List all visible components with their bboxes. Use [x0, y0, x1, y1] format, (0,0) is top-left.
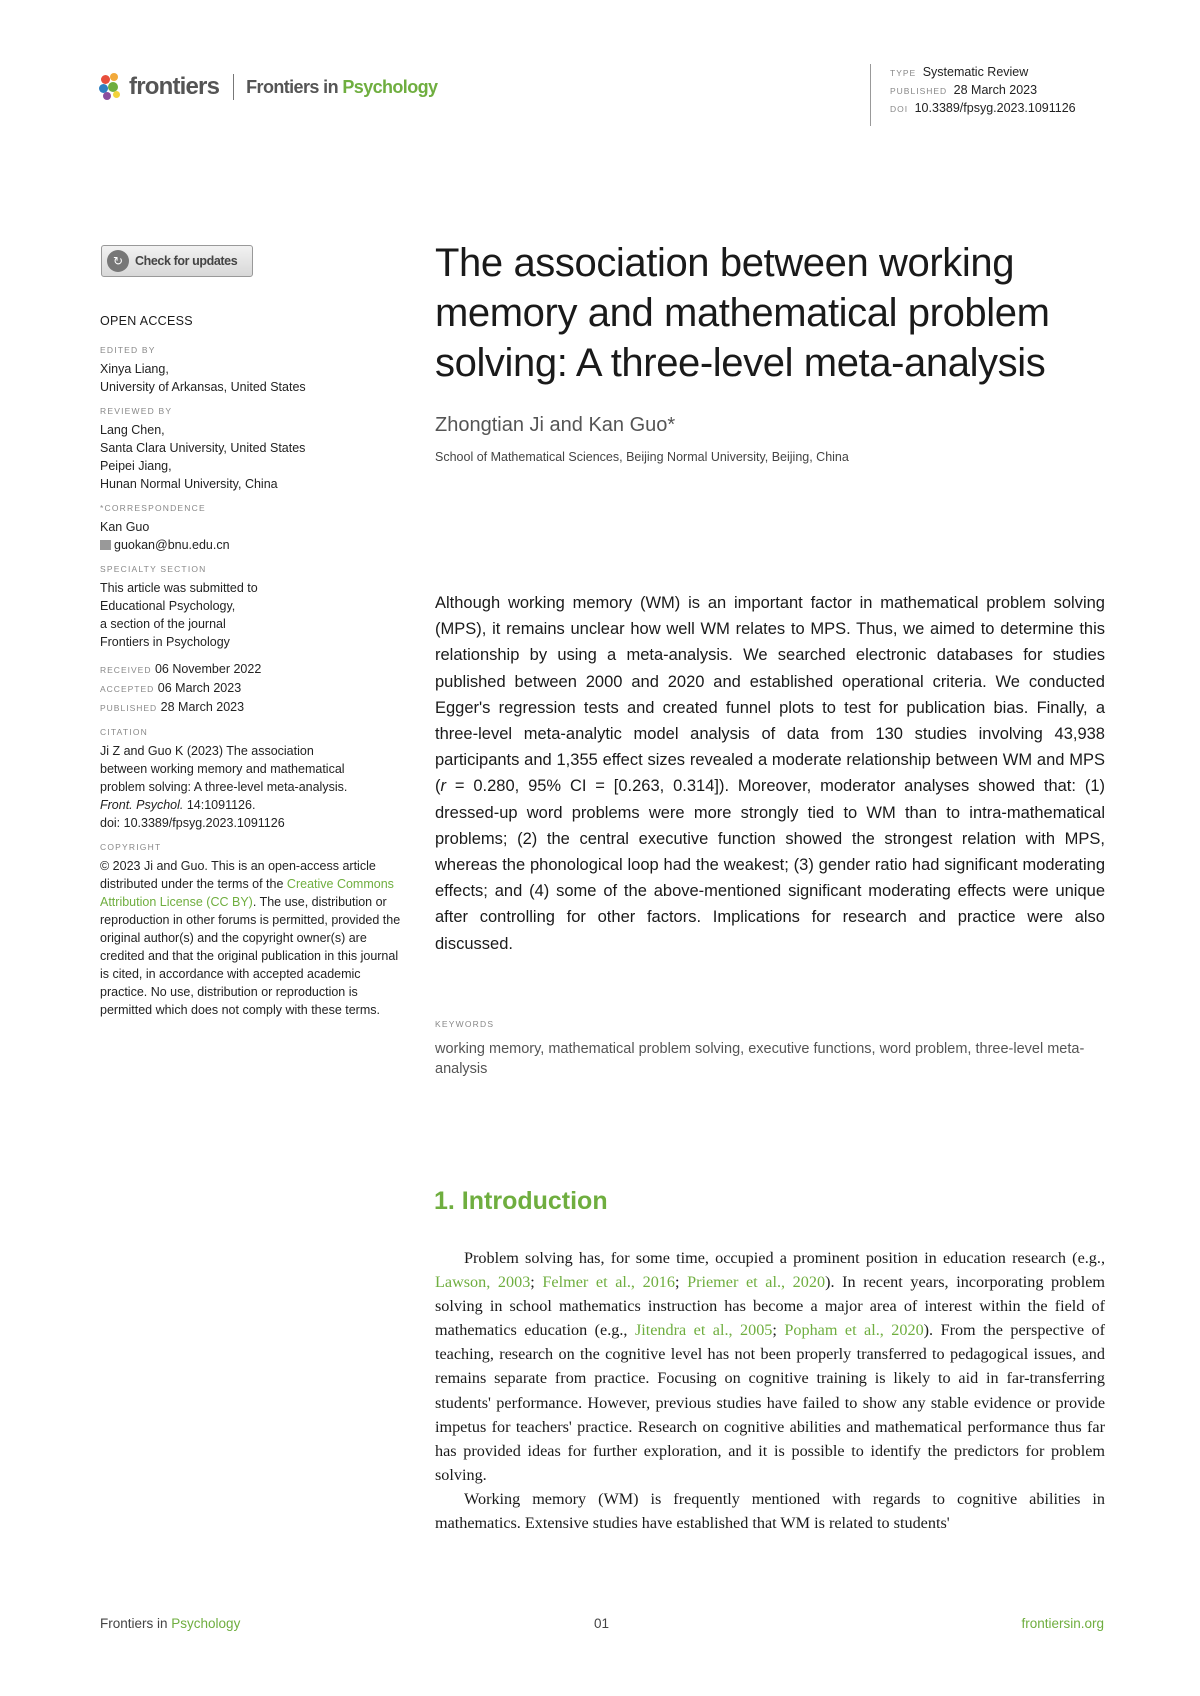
edited-by: EDITED BY Xinya Liang, University of Arkansas, United States — [100, 345, 306, 394]
refresh-icon: ↻ — [107, 250, 129, 272]
logo-text: frontiers — [129, 73, 220, 100]
date-received: RECEIVED 06 November 2022 — [100, 662, 262, 676]
citation-link[interactable]: Popham et al., 2020 — [784, 1321, 924, 1340]
meta-doi[interactable]: DOI 10.3389/fpsyg.2023.1091126 — [890, 101, 1076, 115]
citation-link[interactable]: Jitendra et al., 2005 — [634, 1321, 773, 1340]
article-title: The association between working memory and mathematical problem solving: A three-level meta-analysis — [435, 241, 1050, 385]
correspondence-email[interactable]: guokan@bnu.edu.cn — [100, 536, 410, 554]
sidebar — [100, 314, 410, 1028]
paragraph: Working memory (WM) is frequently mentioned with regards to cognitive abilities in mathematics. Extensive studies have established that WM is related to students' — [435, 1489, 1105, 1533]
open-access-label: OPEN ACCESS — [100, 314, 193, 328]
correspondence: *CORRESPONDENCE Kan Guo guokan@bnu.edu.cn — [100, 502, 410, 554]
citation-link[interactable]: Lawson, 2003 — [435, 1273, 531, 1292]
frontiers-logo[interactable] — [99, 71, 437, 103]
footer-website-link[interactable]: frontiersin.org — [1021, 1616, 1104, 1631]
frontiers-logo-icon — [99, 73, 125, 101]
mail-icon — [100, 540, 111, 550]
introduction-body — [435, 1246, 1105, 1535]
date-accepted: ACCEPTED 06 March 2023 — [100, 681, 242, 695]
keywords-label: KEYWORDS — [435, 1019, 495, 1029]
check-for-updates-label: Check for updates — [135, 254, 238, 268]
section-heading-introduction: 1. Introduction — [434, 1187, 608, 1215]
meta-published: PUBLISHED 28 March 2023 — [890, 83, 1038, 97]
reviewed-by: REVIEWED BY Lang Chen, Santa Clara University, United States Peipei Jiang, Hunan Normal University, China — [100, 406, 306, 491]
journal-subject: Psychology — [342, 76, 438, 97]
dates — [100, 660, 410, 717]
abstract: Although working memory (WM) is an important factor in mathematical problem solving (MPS), it remains unclear how well WM relates to MPS. Thus, we aimed to determine this relationship by using a meta-analysis. We searched electronic databases for studies published between 2000 and 2020 and established operational criteria. We conducted Egger's regression tests and created funnel plots to test for publication bias. Finally, a three-level meta-analytic model analysis of data from 130 studies involving 43,938 participants and 1,355 effect sizes revealed a moderate relationship between WM and MPS (r = 0.280, 95% CI = [0.263, 0.314]). Moreover, moderator analyses showed that: (1) dressed-up word problems were more strongly tied to WM than to intra-mathematical problems; (2) the central executive function showed the strongest relation with MPS, whereas the phonological loop had the weakest; (3) gender ratio had significant moderating effects; and (4) some of the above-mentioned significant moderating effects were unique after controlling for other factors. Implications for research and practice were also discussed. — [435, 594, 1105, 953]
citation-link[interactable]: Priemer et al., 2020 — [687, 1273, 826, 1292]
article-affiliation: School of Mathematical Sciences, Beijing Normal University, Beijing, China — [435, 450, 849, 464]
date-published: PUBLISHED 28 March 2023 — [100, 700, 245, 714]
journal-prefix: Frontiers in — [246, 76, 343, 97]
citation: CITATION Ji Z and Guo K (2023) The association between working memory and mathematical problem solving: A three-level meta-analysis. Front. Psychol. 14:1091126. doi: 10.3389/fpsyg.2023.1091126 — [100, 726, 410, 832]
journal-name — [246, 77, 437, 98]
citation-link[interactable]: Felmer et al., 2016 — [542, 1273, 675, 1292]
specialty-section: SPECIALTY SECTION This article was submitted to Educational Psychology, a section of the journal Frontiers in Psychology — [100, 564, 258, 649]
article-header — [435, 238, 1105, 464]
article-authors: Zhongtian Ji and Kan Guo* — [435, 414, 676, 436]
check-for-updates-button[interactable] — [101, 245, 253, 277]
copyright: COPYRIGHT © 2023 Ji and Guo. This is an open-access article distributed under the terms of the Creative Commons Attribution License (CC BY). The use, distribution or reproduction in other forums is permitted, provided the original author(s) and the copyright owner(s) are credited and that the original publication in this journal is cited, in accordance with accepted academic practice. No use, distribution or reproduction is permitted which does not comply with these terms. — [100, 842, 401, 1017]
paragraph: Problem solving has, for some time, occupied a prominent position in education research (e.g., Lawson, 2003; Felmer et al., 2016; Priemer et al., 2020). In recent years, incorporating problem solving in school mathematics instruction has become a major area of interest within the field of mathematics education (e.g., Jitendra et al., 2005; Popham et al., 2020). From the perspective of teaching, research on the cognitive level has not been properly transferred to pedagogical issues, and remains separate from practice. Focusing on cognitive training is likely to aid in far-transferring students' performance. However, previous studies have failed to show any stable evidence or provide impetus for teachers' practice. Research on cognitive abilities and mathematical performance thus far has provided ideas for further exploration, and it is possible to identify the predictors for problem solving. — [435, 1249, 1106, 1484]
article-meta — [870, 64, 1076, 126]
license-link[interactable]: Creative Commons Attribution License (CC BY) — [100, 877, 394, 909]
page-number: 01 — [594, 1616, 610, 1631]
footer-journal[interactable]: Frontiers in Psychology — [100, 1616, 241, 1631]
keywords: working memory, mathematical problem solving, executive functions, word problem, three-level meta-analysis — [435, 1041, 1085, 1077]
logo-divider — [233, 74, 234, 100]
citation-doi[interactable]: doi: 10.3389/fpsyg.2023.1091126 — [100, 816, 285, 830]
meta-type: TYPE Systematic Review — [890, 65, 1029, 79]
